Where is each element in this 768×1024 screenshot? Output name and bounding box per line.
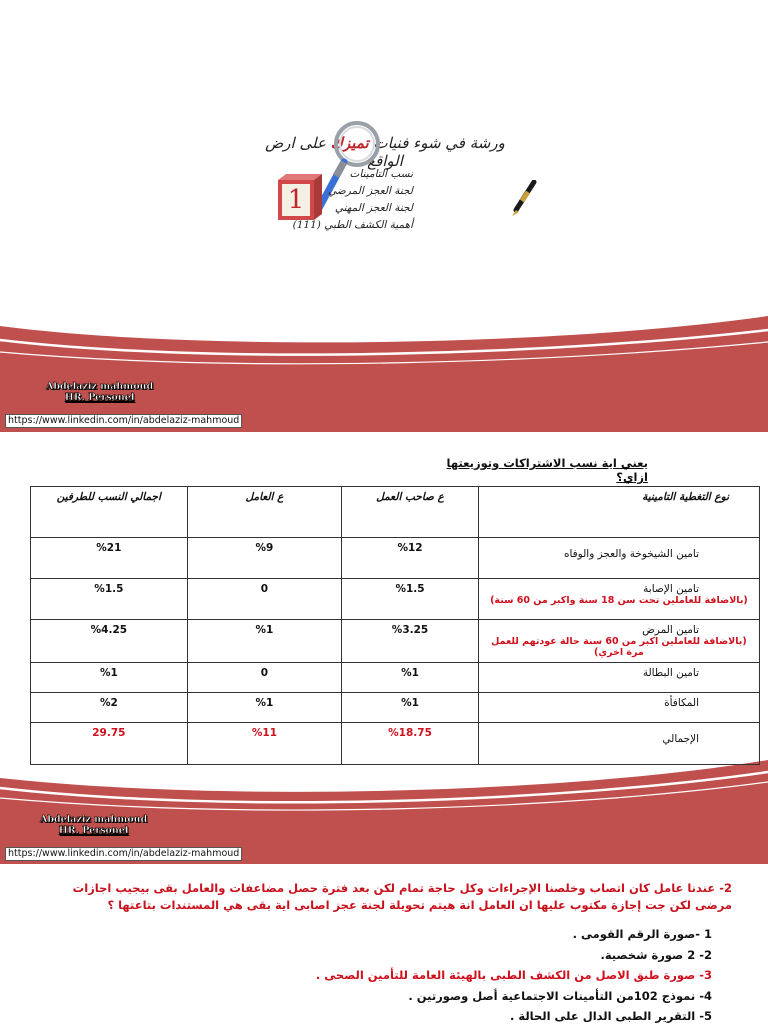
row-label: الإجمالي <box>478 723 759 765</box>
table-row <box>31 663 760 693</box>
contribution-rates-table <box>30 486 760 765</box>
author-name: Abdelaziz mahmoud <box>46 381 154 392</box>
author-role: HR. Personel <box>58 825 129 836</box>
total-rate: 29.75 <box>31 723 188 765</box>
total-rate: %4.25 <box>31 620 188 663</box>
row-label: تامين المرض <box>642 624 699 636</box>
employer-rate: %1 <box>342 663 479 693</box>
author-name: Abdelaziz mahmoud <box>40 814 148 825</box>
table-total-row <box>31 723 760 765</box>
topic-item: لجنة العجز المهني <box>334 202 413 214</box>
question-text: 2- عندنا عامل كان اتصاب وخلصنا الإجراءات وكل حاجة تمام لكن بعد فترة حصل مضاعفات والعامل بقى بيجيب اجازات مرضى لكن جت إجازة مكتوب عليها ان العامل انة هيتم تحويلة لجنة عجز اصابى اية بقى هي المستندات بتاعتها ؟ <box>72 881 732 912</box>
table-row <box>31 538 760 579</box>
slide-2 <box>0 432 768 866</box>
employee-rate: %1 <box>187 693 341 723</box>
document-item: 2- 2 صورة شخصية. <box>600 947 712 962</box>
employee-rate: %11 <box>187 723 341 765</box>
row-note: (بالاضافة للعاملين اكبر من 60 سنة حالة عودتهم للعمل مرة اخري) <box>491 636 747 658</box>
topic-item: أهمية الكشف الطبي (111) <box>292 219 413 231</box>
row-label: تامين الإصابة <box>643 583 699 595</box>
author-badge <box>40 814 147 836</box>
topics-list <box>293 166 413 234</box>
employee-rate: %9 <box>187 538 341 579</box>
row-note: (بالاضافة للعاملين تحت سن 18 سنة واكبر من 60 سنة) <box>490 595 748 606</box>
row-label: المكافأة <box>478 693 759 723</box>
document-item: 4- نموذج 102من التأمينات الاجتماعية أصل وصورتين . <box>408 988 712 1003</box>
table-row <box>31 693 760 723</box>
row-label-cell <box>478 620 759 663</box>
author-badge <box>46 381 153 403</box>
total-rate: %21 <box>31 538 188 579</box>
total-rate: %1 <box>31 663 188 693</box>
topic-item: لجنة العجز المرضي <box>328 185 413 197</box>
document-item: 3- صورة طبق الاصل من الكشف الطبى بالهيئة العامة للتأمين الصحى . <box>315 968 712 982</box>
header-employer: ع صاحب العمل <box>342 487 479 538</box>
total-rate: %2 <box>31 693 188 723</box>
employer-rate: %1.5 <box>342 579 479 620</box>
title-highlight: تميزك <box>330 134 369 152</box>
number-cube-icon: 1 <box>278 174 322 220</box>
linkedin-link[interactable]: https://www.linkedin.com/in/abdelaziz-mahmoud <box>5 847 242 861</box>
table-row <box>31 620 760 663</box>
row-label: تامين الشيخوخة والعجز والوفاه <box>478 538 759 579</box>
slide-3 <box>0 866 768 1024</box>
header-coverage-type: نوع التغطية التامينية <box>478 487 759 538</box>
row-label-cell <box>478 579 759 620</box>
pen-icon <box>508 180 538 218</box>
total-rate: %1.5 <box>31 579 188 620</box>
employee-rate: %1 <box>187 620 341 663</box>
author-role: HR. Personel <box>64 392 135 403</box>
employee-rate: 0 <box>187 579 341 620</box>
documents-list <box>316 924 712 1024</box>
document-item: 1 -صورة الرقم القومى . <box>572 927 712 941</box>
contributions-heading: يعني اية نسب الاشتراكات وتوزيعتها ازاي؟ <box>446 456 648 484</box>
header-employee: ع العامل <box>187 487 341 538</box>
table-header-row <box>31 487 760 538</box>
linkedin-link[interactable]: https://www.linkedin.com/in/abdelaziz-mahmoud <box>5 414 242 428</box>
topic-item: نسب التامينات <box>349 168 413 180</box>
workshop-title: ورشة في شوء فنيات تميزك على ارض الواقع <box>265 134 505 170</box>
table-row <box>31 579 760 620</box>
employer-rate: %3.25 <box>342 620 479 663</box>
employer-rate: %1 <box>342 693 479 723</box>
employee-rate: 0 <box>187 663 341 693</box>
header-total: اجمالي النسب للطرفين <box>31 487 188 538</box>
document-item: 5- التقرير الطبى الدال على الحالة . <box>510 1009 712 1023</box>
slide-1 <box>0 0 768 432</box>
employer-rate: %12 <box>342 538 479 579</box>
employer-rate: %18.75 <box>342 723 479 765</box>
row-label: تامين البطالة <box>478 663 759 693</box>
